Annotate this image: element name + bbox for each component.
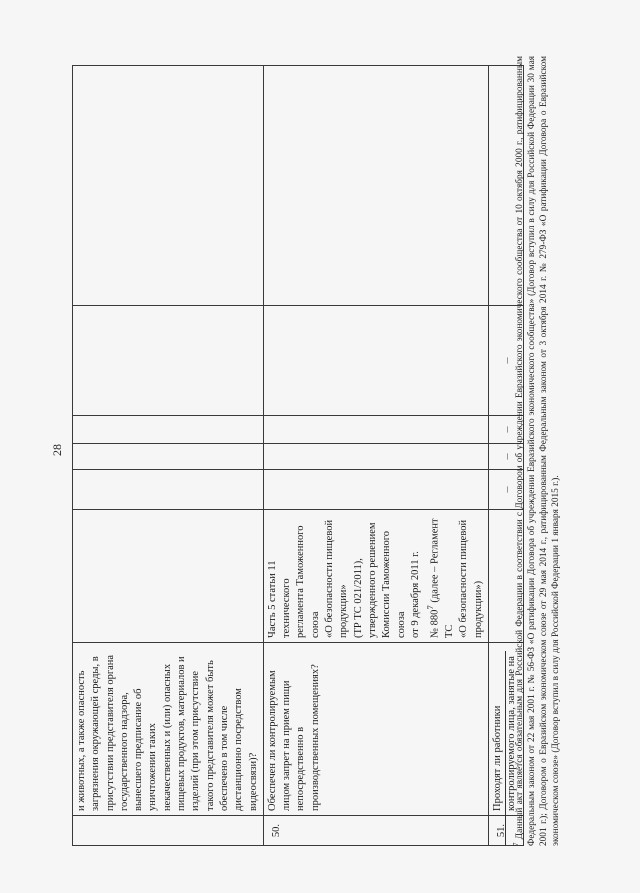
answer-no-cell — [263, 444, 488, 470]
answer-yes-cell — [73, 470, 264, 510]
row-number: 51. — [488, 816, 523, 846]
answer-extra-cell — [263, 306, 488, 416]
answer-na-cell — [263, 416, 488, 444]
rotated-content — [42, 46, 598, 846]
footnote-marker: 7 — [512, 842, 520, 846]
answer-extra-cell — [73, 306, 264, 416]
requirement-cell — [73, 510, 264, 643]
row-number — [73, 816, 264, 846]
answer-extra-cell: – — [488, 306, 523, 416]
answer-yes-cell: – — [488, 470, 523, 510]
answer-no-cell — [73, 444, 264, 470]
question-cell: Проходят ли работники контролируемого лица, занятые на — [488, 643, 523, 816]
requirement-text-tail: (далее – Регламент ТС «О безопасности пищевой продукции») — [429, 518, 484, 638]
answer-na-cell — [73, 416, 264, 444]
footnote-ref: 7 — [425, 605, 436, 610]
footnote-text: Данный акт является обязательным для Российской Федерации в соответствии с Договором об учреждении Евразийского экономического сообщества от 10 октября 2000 г., ратифицированным Федеральным законом от 22 мая 2001 г. № 56-ФЗ «О ратификации Договора об учреждении Евразийского экономического сообщества» (Договор вступил в силу для Российской Федерации 30 мая 2001 г.); Договором о Евразийском экономическом союзе от 29 мая 2014 г., ратифицированным Федеральным законом от 3 октября 2014 г. № 279-ФЗ «О ратификации Договора о Евразийском экономическом союзе» (Договор вступил в силу для Российской Федерации 1 января 2015 г.). — [515, 56, 562, 846]
requirement-text: Часть 5 статьи 11 технического регламента Таможенного союза «О безопасности пищевой продукции» (ТР ТС 021/2011), утвержденного решением Комиссии Таможенного союза от 9 декабря 2011 г. № 880 — [266, 519, 441, 638]
footnote — [510, 56, 562, 846]
requirement-cell — [263, 510, 488, 643]
footnote-divider — [505, 651, 506, 846]
table-row-continuation — [73, 66, 264, 846]
table-row-50 — [263, 66, 488, 846]
question-cell: Обеспечен ли контролируемым лицом запрет на прием пищи непосредственно в производственных помещениях? — [263, 643, 488, 816]
answer-yes-cell — [263, 470, 488, 510]
notes-cell — [73, 66, 264, 306]
question-cell: и животных, а также опасность загрязнения окружающей среды, в присутствии представителя органа государственного надзора, вынесшего предписание об уничтожении таких некачественных и (или) опасных пищевых продуктов, материалов и изделий (при этом присутствие такого представителя может быть обеспечено в том числе дистанционно посредством видеосвязи)? — [73, 643, 264, 816]
answer-no-cell: – — [488, 444, 523, 470]
page-number: 28 — [50, 444, 64, 456]
answer-na-cell: – — [488, 416, 523, 444]
notes-cell — [263, 66, 488, 306]
requirements-table — [72, 65, 524, 846]
row-number: 50. — [263, 816, 488, 846]
